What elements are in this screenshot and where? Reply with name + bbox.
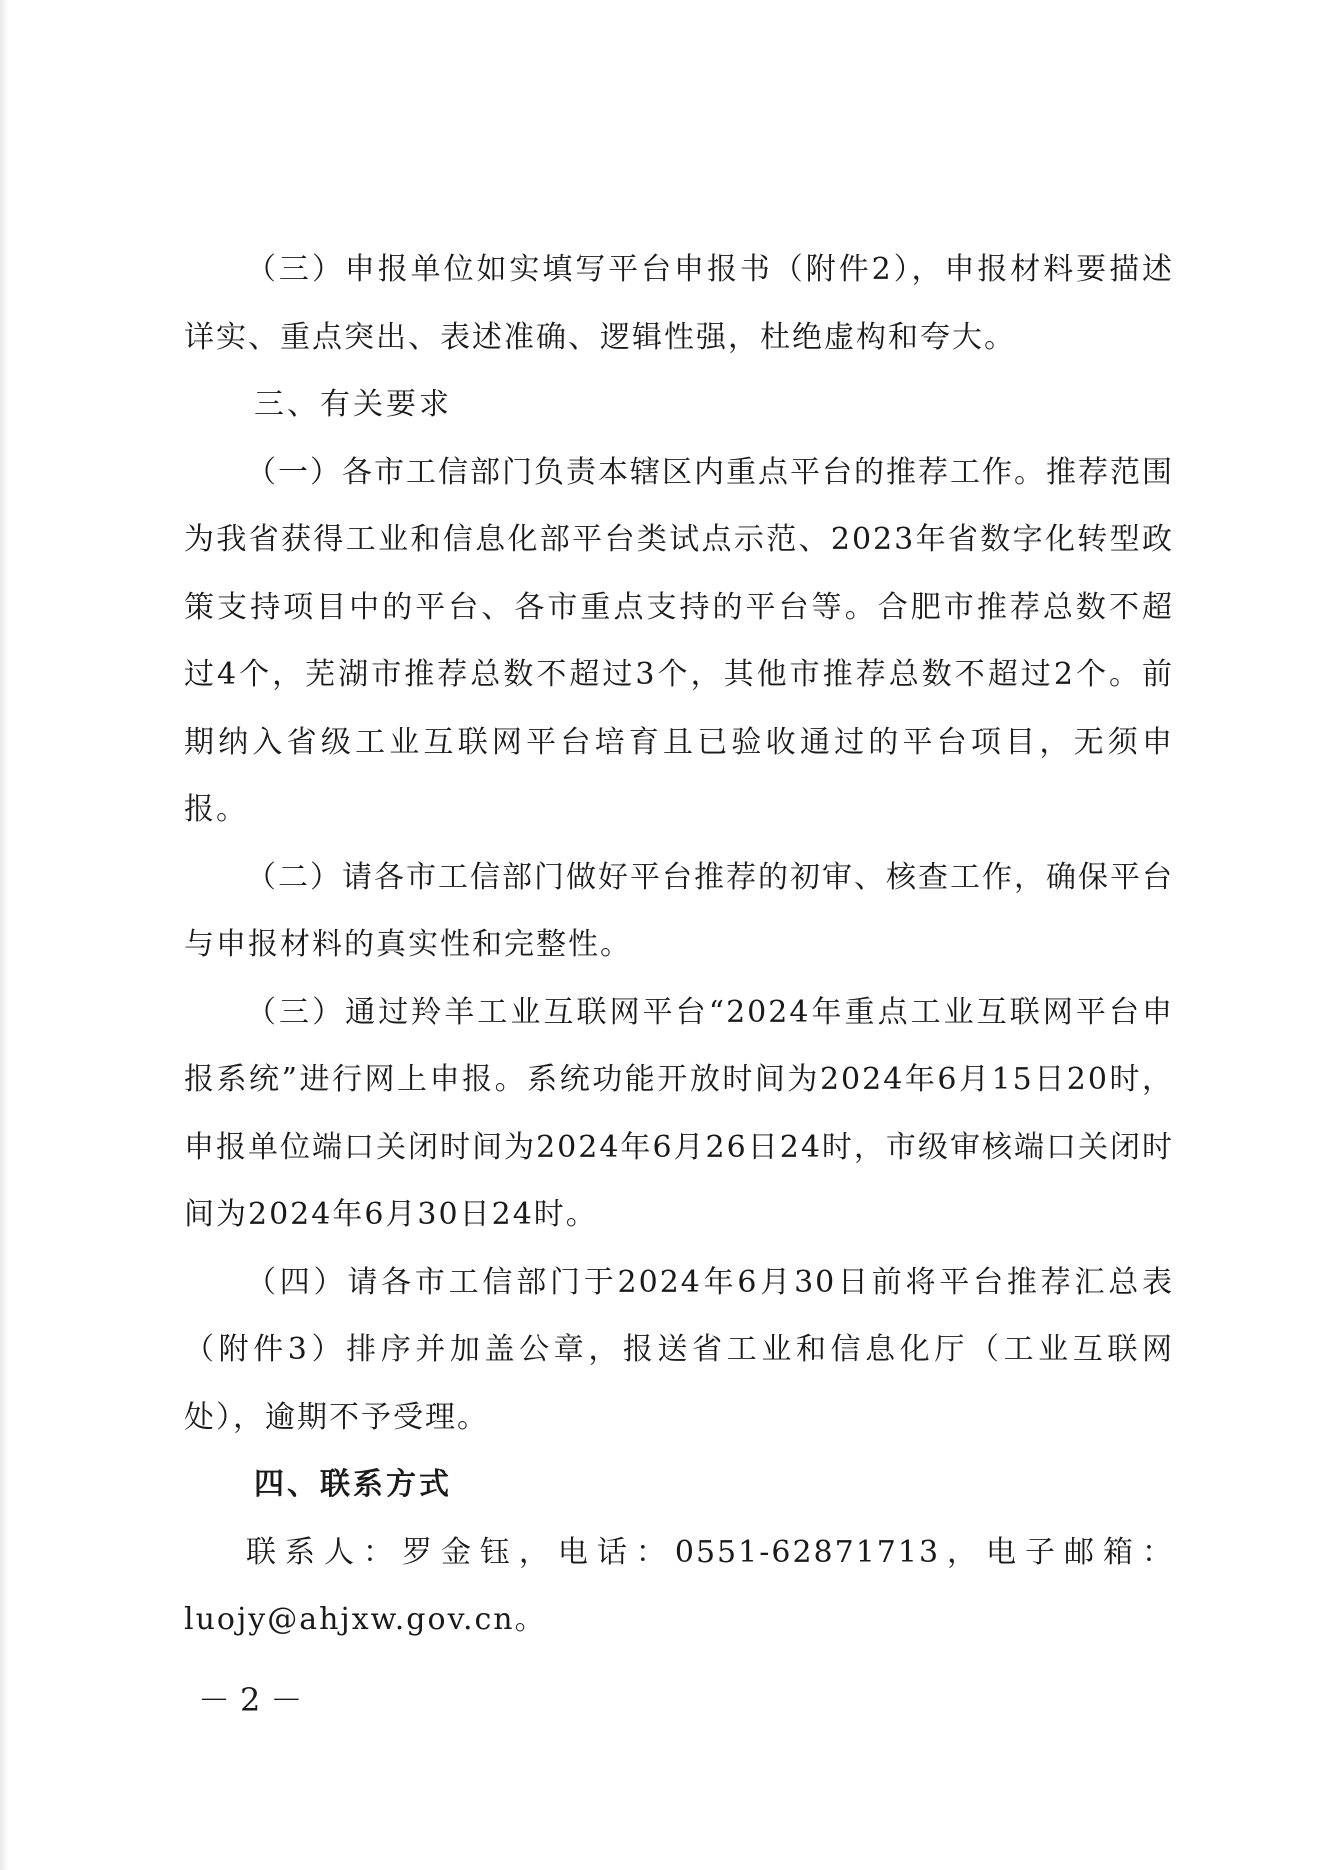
section-heading-requirements: 三、有关要求 — [254, 387, 452, 422]
paragraph-requirement-2: （二）请各市工信部门做好平台推荐的初审、核查工作，确保平台与申报材料的真实性和完整性。 — [184, 859, 1174, 962]
section-heading-contact: 四、联系方式 — [254, 1467, 452, 1502]
paragraph-requirement-3: （三）通过羚羊工业互联网平台“2024年重点工业互联网平台申报系统”进行网上申报。系统功能开放时间为2024年6月15日20时，申报单位端口关闭时间为2024年6月26日24时，市级审核端口关闭时间为2024年6月30日24时。 — [184, 994, 1174, 1232]
page-number: －2－ — [198, 1681, 313, 1719]
paragraph-requirement-1: （一）各市工信部门负责本辖区内重点平台的推荐工作。推荐范围为我省获得工业和信息化部平台类试点示范、2023年省数字化转型政策支持项目中的平台、各市重点支持的平台等。合肥市推荐总数不超过4个，芜湖市推荐总数不超过3个，其他市推荐总数不超过2个。前期纳入省级工业互联网平台培育且已验收通过的平台项目，无须申报。 — [184, 454, 1174, 827]
paragraph-submission-materials: （三）申报单位如实填写平台申报书（附件2），申报材料要描述详实、重点突出、表述准确、逻辑性强，杜绝虚构和夸大。 — [184, 252, 1174, 355]
document-body — [184, 236, 1174, 1654]
paragraph-requirement-4: （四）请各市工信部门于2024年6月30日前将平台推荐汇总表（附件3）排序并加盖公章，报送省工业和信息化厅（工业互联网处），逾期不予受理。 — [184, 1264, 1174, 1435]
scan-edge — [0, 0, 8, 1870]
paragraph-contact-info: 联系人：罗金钰，电话：0551-62871713，电子邮箱：luojy@ahjxw.gov.cn。 — [184, 1534, 1174, 1637]
